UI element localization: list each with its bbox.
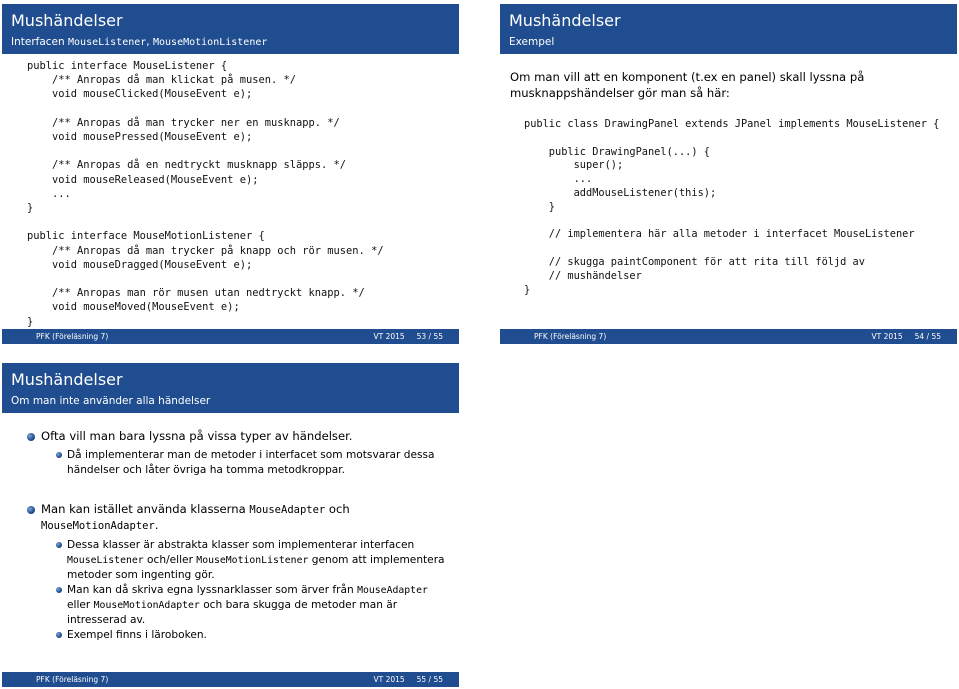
slide-header [2, 363, 459, 413]
subtitle-text: Interfacen [11, 36, 69, 48]
sub-bullet-text: genom att implementera metoder som ingenting gör. [67, 553, 445, 581]
code-mousemotionlistener: MouseMotionListener [196, 554, 309, 566]
slide-header [500, 4, 957, 54]
sub-list [41, 448, 450, 478]
sub-list-item [41, 628, 450, 643]
bullet-icon [56, 452, 62, 458]
sub-list [41, 538, 450, 643]
slide-footer [2, 672, 459, 687]
bullet-text: och [325, 501, 350, 516]
footer-page: VT 2015 53 / 55 [373, 332, 443, 341]
code-mouselistener: MouseListener [67, 554, 144, 566]
subtitle-code-mousemotionlistener: MouseMotionListener [152, 37, 268, 48]
sub-bullet-text: och/eller [143, 553, 197, 566]
code-block: public class DrawingPanel extends JPanel implements MouseListener { public DrawingPanel(...) { super(); ... addMouseListener(this); } // implementera här alla metoder i interfacet MouseListener // skugga paintComponent för att rita till följd av // mushändelser } [524, 118, 940, 296]
sub-bullet-text: och bara skugga de metoder man är intresserad av. [67, 598, 398, 626]
subtitle-code-mouselistener: MouseListener [68, 37, 147, 48]
code-block: public interface MouseListener { /** Anropas då man klickat på musen. */ void mouseClicked(MouseEvent e); /** Anropas då man trycker ner en musknapp. */ void mousePressed(MouseEvent e); /** Anropas då en nedtryckt musknapp släpps. */ void mouseReleased(MouseEvent e); ... } public interface MouseMotionListener { /** Anropas då man trycker på knapp och rör musen. */ void mouseDragged(MouseEvent e); /** Anropas man rör musen utan nedtryckt knapp. */ void mouseMoved(MouseEvent e); } [27, 60, 384, 328]
code-mousemotionadapter: MouseMotionAdapter [41, 520, 155, 532]
footer-course: PFK (Föreläsning 7) [534, 332, 607, 341]
bullet-icon [56, 587, 62, 593]
sub-bullet-text: Exempel finns i läroboken. [67, 628, 207, 641]
sub-bullet-text: Dessa klasser är abstrakta klasser som implementerar interfacen [67, 538, 415, 551]
slide-title: Mushändelser [11, 11, 123, 30]
sub-bullet-text: eller [67, 598, 94, 611]
bullet-icon [27, 506, 35, 514]
bullet-text: . [154, 518, 159, 532]
sub-bullet-text: Då implementerar man de metoder i interfacet som motsvarar dessa händelser och låter övriga ha tomma metodkroppar. [67, 448, 435, 476]
sub-bullet-text: Man kan då skriva egna lyssnarklasser som ärver från [67, 583, 358, 596]
bullet-list [30, 429, 450, 667]
bullet-icon [56, 632, 62, 638]
subtitle-separator: , [146, 36, 153, 48]
slide-55 [0, 345, 461, 689]
sub-list-item [41, 583, 450, 628]
sub-list-item [41, 448, 450, 478]
slide-title: Mushändelser [11, 370, 123, 389]
bullet-text: Ofta vill man bara lyssna på vissa typer av händelser. [41, 429, 353, 443]
bullet-icon [27, 433, 35, 441]
slide-subtitle: Exempel [509, 36, 555, 48]
intro-paragraph: Om man vill att en komponent (t.ex en panel) skall lyssna på musknappshändelser gör man så här: [510, 70, 865, 100]
sub-list-item [41, 538, 450, 583]
slide-53 [0, 0, 461, 345]
slide-footer [2, 329, 459, 344]
list-item [30, 502, 450, 643]
code-mousemotionadapter: MouseMotionAdapter [93, 599, 200, 611]
list-item [30, 429, 450, 478]
slide-footer [500, 329, 957, 344]
slide-subtitle [11, 36, 267, 49]
slide-title: Mushändelser [509, 11, 621, 30]
slide-subtitle: Om man inte använder alla händelser [11, 395, 211, 407]
footer-page: VT 2015 55 / 55 [373, 675, 443, 684]
code-mouseadapter: MouseAdapter [357, 584, 428, 596]
footer-course: PFK (Föreläsning 7) [36, 675, 109, 684]
bullet-icon [56, 542, 62, 548]
footer-page: VT 2015 54 / 55 [871, 332, 941, 341]
footer-course: PFK (Föreläsning 7) [36, 332, 109, 341]
slide-54 [498, 0, 959, 345]
code-mouseadapter: MouseAdapter [249, 503, 326, 516]
bullet-text: Man kan istället använda klasserna [41, 501, 250, 516]
slide-header [2, 4, 459, 54]
